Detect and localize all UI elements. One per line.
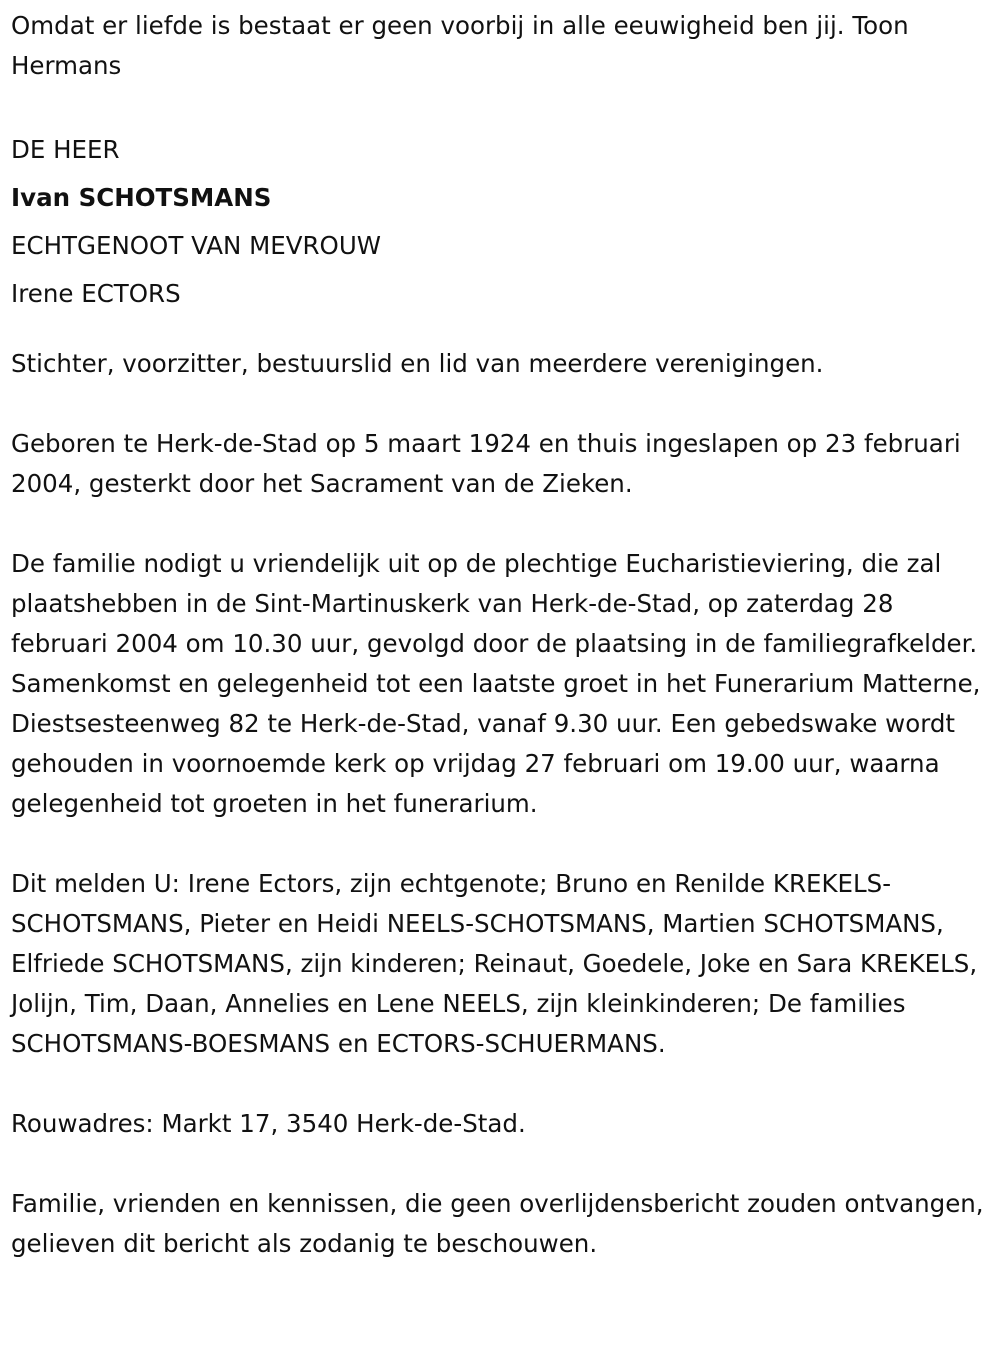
mourning-address: Rouwadres: Markt 17, 3540 Herk-de-Stad. bbox=[11, 1109, 526, 1138]
birth-death-paragraph: Geboren te Herk-de-Stad op 5 maart 1924 en thuis ingeslapen op 23 februari 2004, gesterkt door het Sacrament van de Zieken. bbox=[11, 429, 961, 498]
relation-label: ECHTGENOOT VAN MEVROUW bbox=[11, 231, 382, 260]
spouse-name: Irene ECTORS bbox=[11, 279, 181, 308]
honorific: DE HEER bbox=[11, 135, 120, 164]
deceased-name: Ivan SCHOTSMANS bbox=[11, 183, 272, 212]
deceased-heading bbox=[11, 126, 988, 318]
roles-paragraph: Stichter, voorzitter, bestuurslid en lid van meerdere verenigingen. bbox=[11, 349, 824, 378]
announcers-paragraph: Dit melden U: Irene Ectors, zijn echtgenote; Bruno en Renilde KREKELS-SCHOTSMANS, Pieter en Heidi NEELS-SCHOTSMANS, Martien SCHOTSMANS, Elfriede SCHOTSMANS, zijn kinderen; Reinaut, Goedele, Joke en Sara KREKELS, Jolijn, Tim, Daan, Annelies en Lene NEELS, zijn kleinkinderen; De families SCHOTSMANS-BOESMANS en ECTORS-SCHUERMANS. bbox=[11, 869, 978, 1058]
ceremony-paragraph: De familie nodigt u vriendelijk uit op de plechtige Eucharistieviering, die zal plaatshebben in de Sint-Martinuskerk van Herk-de-Stad, op zaterdag 28 februari 2004 om 10.30 uur, gevolgd door de plaatsing in de familiegrafkelder. Samenkomst en gelegenheid tot een laatste groet in het Funerarium Matterne, Diestsesteenweg 82 te Herk-de-Stad, vanaf 9.30 uur. Een gebedswake wordt gehouden in voornoemde kerk op vrijdag 27 februari om 19.00 uur, waarna gelegenheid tot groeten in het funerarium. bbox=[11, 549, 981, 818]
closing-paragraph: Familie, vrienden en kennissen, die geen overlijdensbericht zouden ontvangen, gelieven dit bericht als zodanig te beschouwen. bbox=[11, 1189, 984, 1258]
opening-quote: Omdat er liefde is bestaat er geen voorbij in alle eeuwigheid ben jij. Toon Hermans bbox=[11, 11, 909, 80]
